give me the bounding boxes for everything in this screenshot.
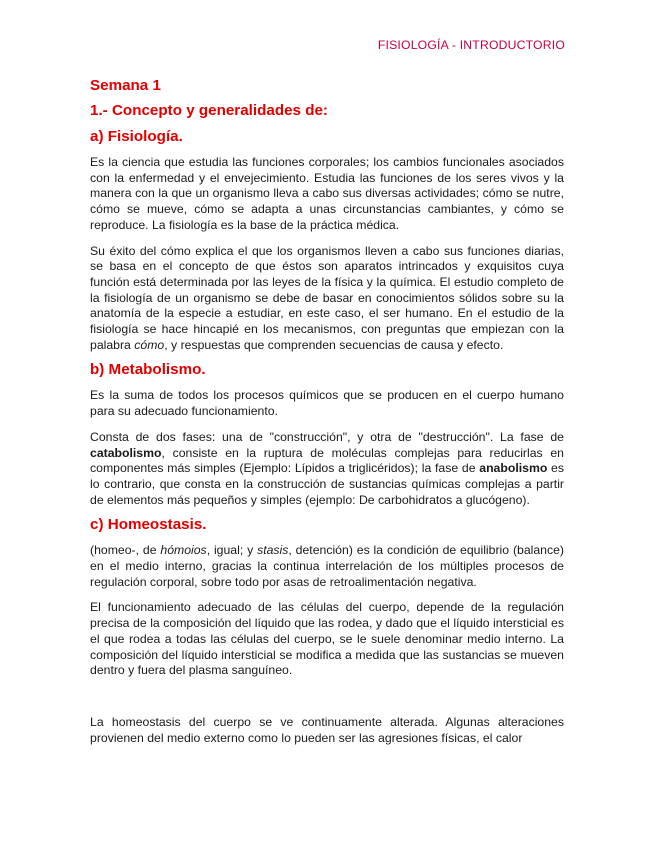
fisiologia-paragraph-1: Es la ciencia que estudia las funciones corporales; los cambios funcionales asociados con la enfermedad y el envejecimiento. Estudia las funciones de los seres vivos y la manera con la que un organismo lleva a cabo sus diversas actividades; cómo se nutre, cómo se mueve, cómo se adapta a unas circunstancias cambiantes, y cómo se reproduce. La fisiología es la base de la práctica médica. xyxy=(90,155,564,232)
fisiologia-paragraph-2 xyxy=(90,244,564,354)
text-run: Consta de dos fases: una de "construcción", y otra de "destrucción". La fase de xyxy=(90,429,564,444)
homeostasis-paragraph-2: El funcionamiento adecuado de las células del cuerpo, depende de la regulación precisa de la composición del líquido que las rodea, y dado que el líquido intersticial es el que rodea a todas las células del cuerpo, se le suele denominar medio interno. La composición del líquido intersticial se modifica a medida que las sustancias se mueven dentro y fuera del plasma sanguíneo. xyxy=(90,600,564,678)
text-run: , detención) es la condición de equilibrio (balance) en el medio interno, gracias la continua interrelación de los múltiples procesos de regulación corporal, sobre todo por asas de retroalimentación negativa. xyxy=(90,543,565,589)
section-heading-homeostasis: c) Homeostasis. xyxy=(90,516,207,534)
document-body xyxy=(90,76,564,756)
text-run: , consiste en la ruptura de moléculas complejas para reducirlas en componentes más simples (Ejemplo: Lípidos a triglicéridos); la fase de xyxy=(90,445,564,476)
text-run: (homeo-, de xyxy=(90,543,161,558)
emphasis-text: hómoios xyxy=(160,543,207,558)
emphasis-text: stasis xyxy=(257,543,289,558)
text-run: , igual; y xyxy=(206,543,258,558)
text-run: Su éxito del cómo explica el que los organismos lleven a cabo sus funciones diarias, se basa en el concepto de que éstos son aparatos intrincados y exquisitos cuya función está determinada por las leyes de la física y la química. El estudio completo de la fisiología de un organismo se debe de basar en conocimientos sólidos sobre su la anatomía de la especie a estudiar, en este caso, el ser humano. En el estudio de la fisiología se hace hincapié en los mecanismos, con preguntas que empiezan con la palabra xyxy=(90,243,564,352)
bold-term-anabolismo: anabolismo xyxy=(479,461,548,476)
metabolismo-paragraph-1: Es la suma de todos los procesos químicos que se producen en el cuerpo humano para su adecuado funcionamiento. xyxy=(90,388,564,419)
homeostasis-paragraph-1 xyxy=(90,543,564,590)
topic-heading: 1.- Concepto y generalidades de: xyxy=(90,102,328,119)
text-run: , y respuestas que comprenden secuencias de causa y efecto. xyxy=(164,337,504,352)
section-heading-fisiologia: a) Fisiología. xyxy=(90,128,183,145)
text-run: es lo contrario, que consta en la construcción de sustancias químicas complejas a partir de elementos más pequeños y simples (ejemplo: De carbohidratos a glucógeno). xyxy=(90,461,564,507)
emphasis-text: cómo xyxy=(134,337,165,352)
bold-term-catabolismo: catabolismo xyxy=(90,445,162,460)
week-heading: Semana 1 xyxy=(90,77,161,94)
running-header: FISIOLOGÍA - INTRODUCTORIO xyxy=(377,38,565,52)
homeostasis-paragraph-3: La homeostasis del cuerpo se ve continuamente alterada. Algunas alteraciones provienen del medio externo como lo pueden ser las agresiones físicas, el calor xyxy=(90,714,564,745)
metabolismo-paragraph-2 xyxy=(90,430,564,509)
section-heading-metabolismo: b) Metabolismo. xyxy=(90,361,206,379)
